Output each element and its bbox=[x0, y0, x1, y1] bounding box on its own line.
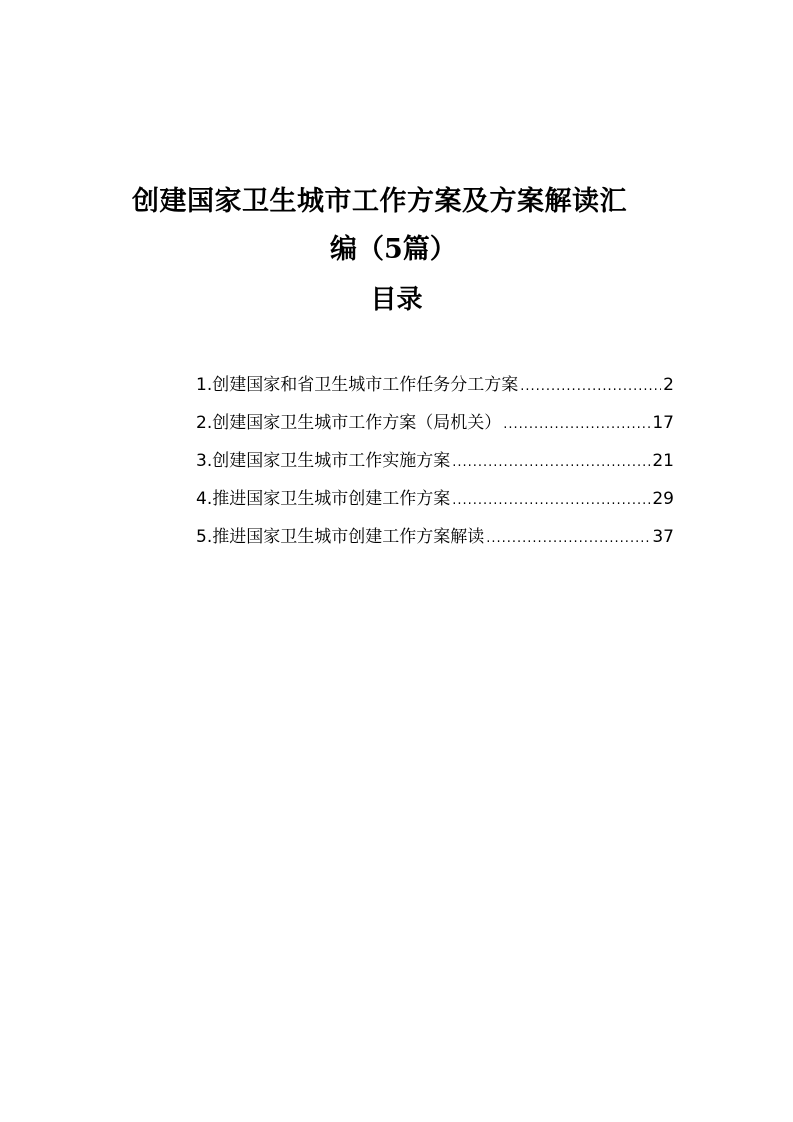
toc-entry-label: 3.创建国家卫生城市工作实施方案 bbox=[196, 451, 451, 471]
toc-entry-label: 5.推进国家卫生城市创建工作方案解读 bbox=[196, 527, 485, 547]
toc-entry-label: 4.推进国家卫生城市创建工作方案 bbox=[196, 489, 451, 509]
toc-entry-page: 21 bbox=[652, 451, 674, 471]
toc-entry-3[interactable] bbox=[196, 446, 674, 484]
toc-dot-leader bbox=[452, 486, 650, 516]
toc-entry-2[interactable] bbox=[196, 408, 674, 446]
toc-entry-5[interactable] bbox=[196, 522, 674, 560]
toc-dot-leader bbox=[452, 448, 650, 478]
toc-entry-page: 29 bbox=[652, 489, 674, 509]
document-title-line-1: 创建国家卫生城市工作方案及方案解读汇 bbox=[132, 186, 627, 217]
document-title bbox=[0, 178, 793, 274]
toc-entry-page: 17 bbox=[652, 413, 674, 433]
toc-entry-page: 37 bbox=[652, 527, 674, 547]
toc-entry-label: 2.创建国家卫生城市工作方案（局机关） bbox=[196, 413, 502, 433]
toc-dot-leader bbox=[520, 372, 661, 402]
toc-entry-4[interactable] bbox=[196, 484, 674, 522]
table-of-contents bbox=[196, 370, 674, 560]
toc-heading: 目录 bbox=[370, 285, 423, 315]
toc-entry-1[interactable] bbox=[196, 370, 674, 408]
toc-entry-label: 1.创建国家和省卫生城市工作任务分工方案 bbox=[196, 375, 519, 395]
toc-dot-leader bbox=[486, 524, 650, 554]
toc-dot-leader bbox=[503, 410, 650, 440]
toc-entry-page: 2 bbox=[663, 375, 674, 395]
document-title-line-2: 编（5篇） bbox=[330, 234, 457, 265]
